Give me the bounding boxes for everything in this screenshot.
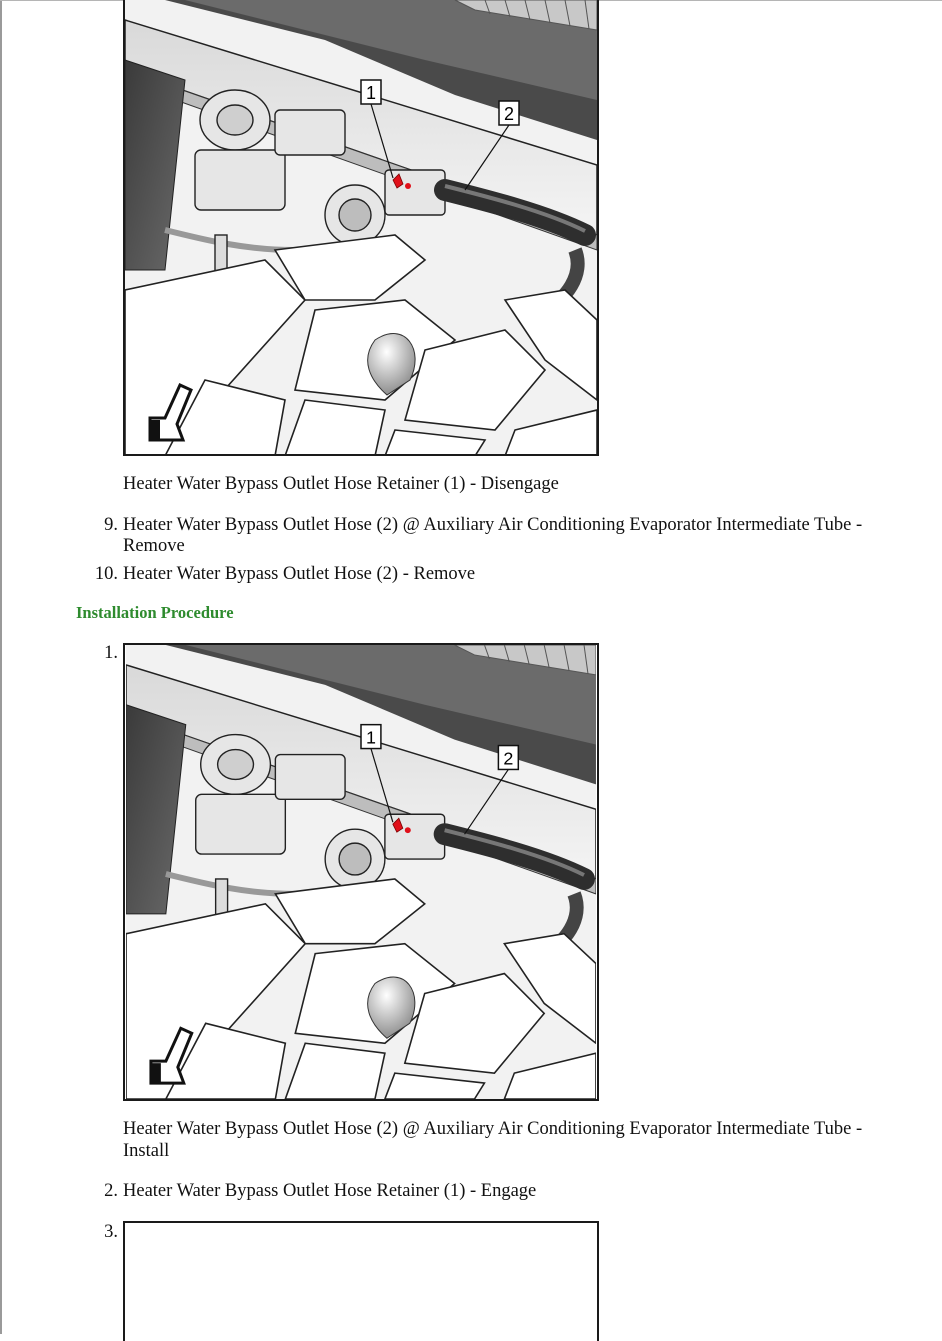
installation-illustration [123, 643, 599, 1101]
step-number: 1. [104, 643, 118, 663]
install-caption-line1: Heater Water Bypass Outlet Hose (2) @ Auxiliary Air Conditioning Evaporator Intermediate Tube - [123, 1119, 863, 1139]
step-number: 9. [104, 515, 118, 535]
callout-2: 2 [503, 748, 514, 769]
step-number: 10. [94, 564, 118, 584]
step-number: 3. [104, 1222, 118, 1242]
page-border [0, 0, 2, 1334]
install-caption-line2: Install [123, 1141, 170, 1161]
step-text-line2: Remove [123, 536, 185, 556]
installation-heading: Installation Procedure [76, 603, 234, 622]
step-number: 2. [104, 1181, 118, 1201]
removal-illustration [123, 0, 599, 456]
step-text: Heater Water Bypass Outlet Hose Retainer (1) - Engage [123, 1181, 537, 1201]
callout-1: 1 [365, 727, 376, 748]
removal-caption: Heater Water Bypass Outlet Hose Retainer (1) - Disengage [123, 474, 559, 494]
callout-2: 2 [503, 104, 515, 124]
step-text-line1: Heater Water Bypass Outlet Hose (2) @ Auxiliary Air Conditioning Evaporator Intermediate Tube - [123, 515, 863, 535]
callout-1: 1 [365, 83, 377, 103]
step-text: Heater Water Bypass Outlet Hose (2) - Remove [123, 564, 476, 584]
step-3-illustration [123, 1221, 599, 1341]
